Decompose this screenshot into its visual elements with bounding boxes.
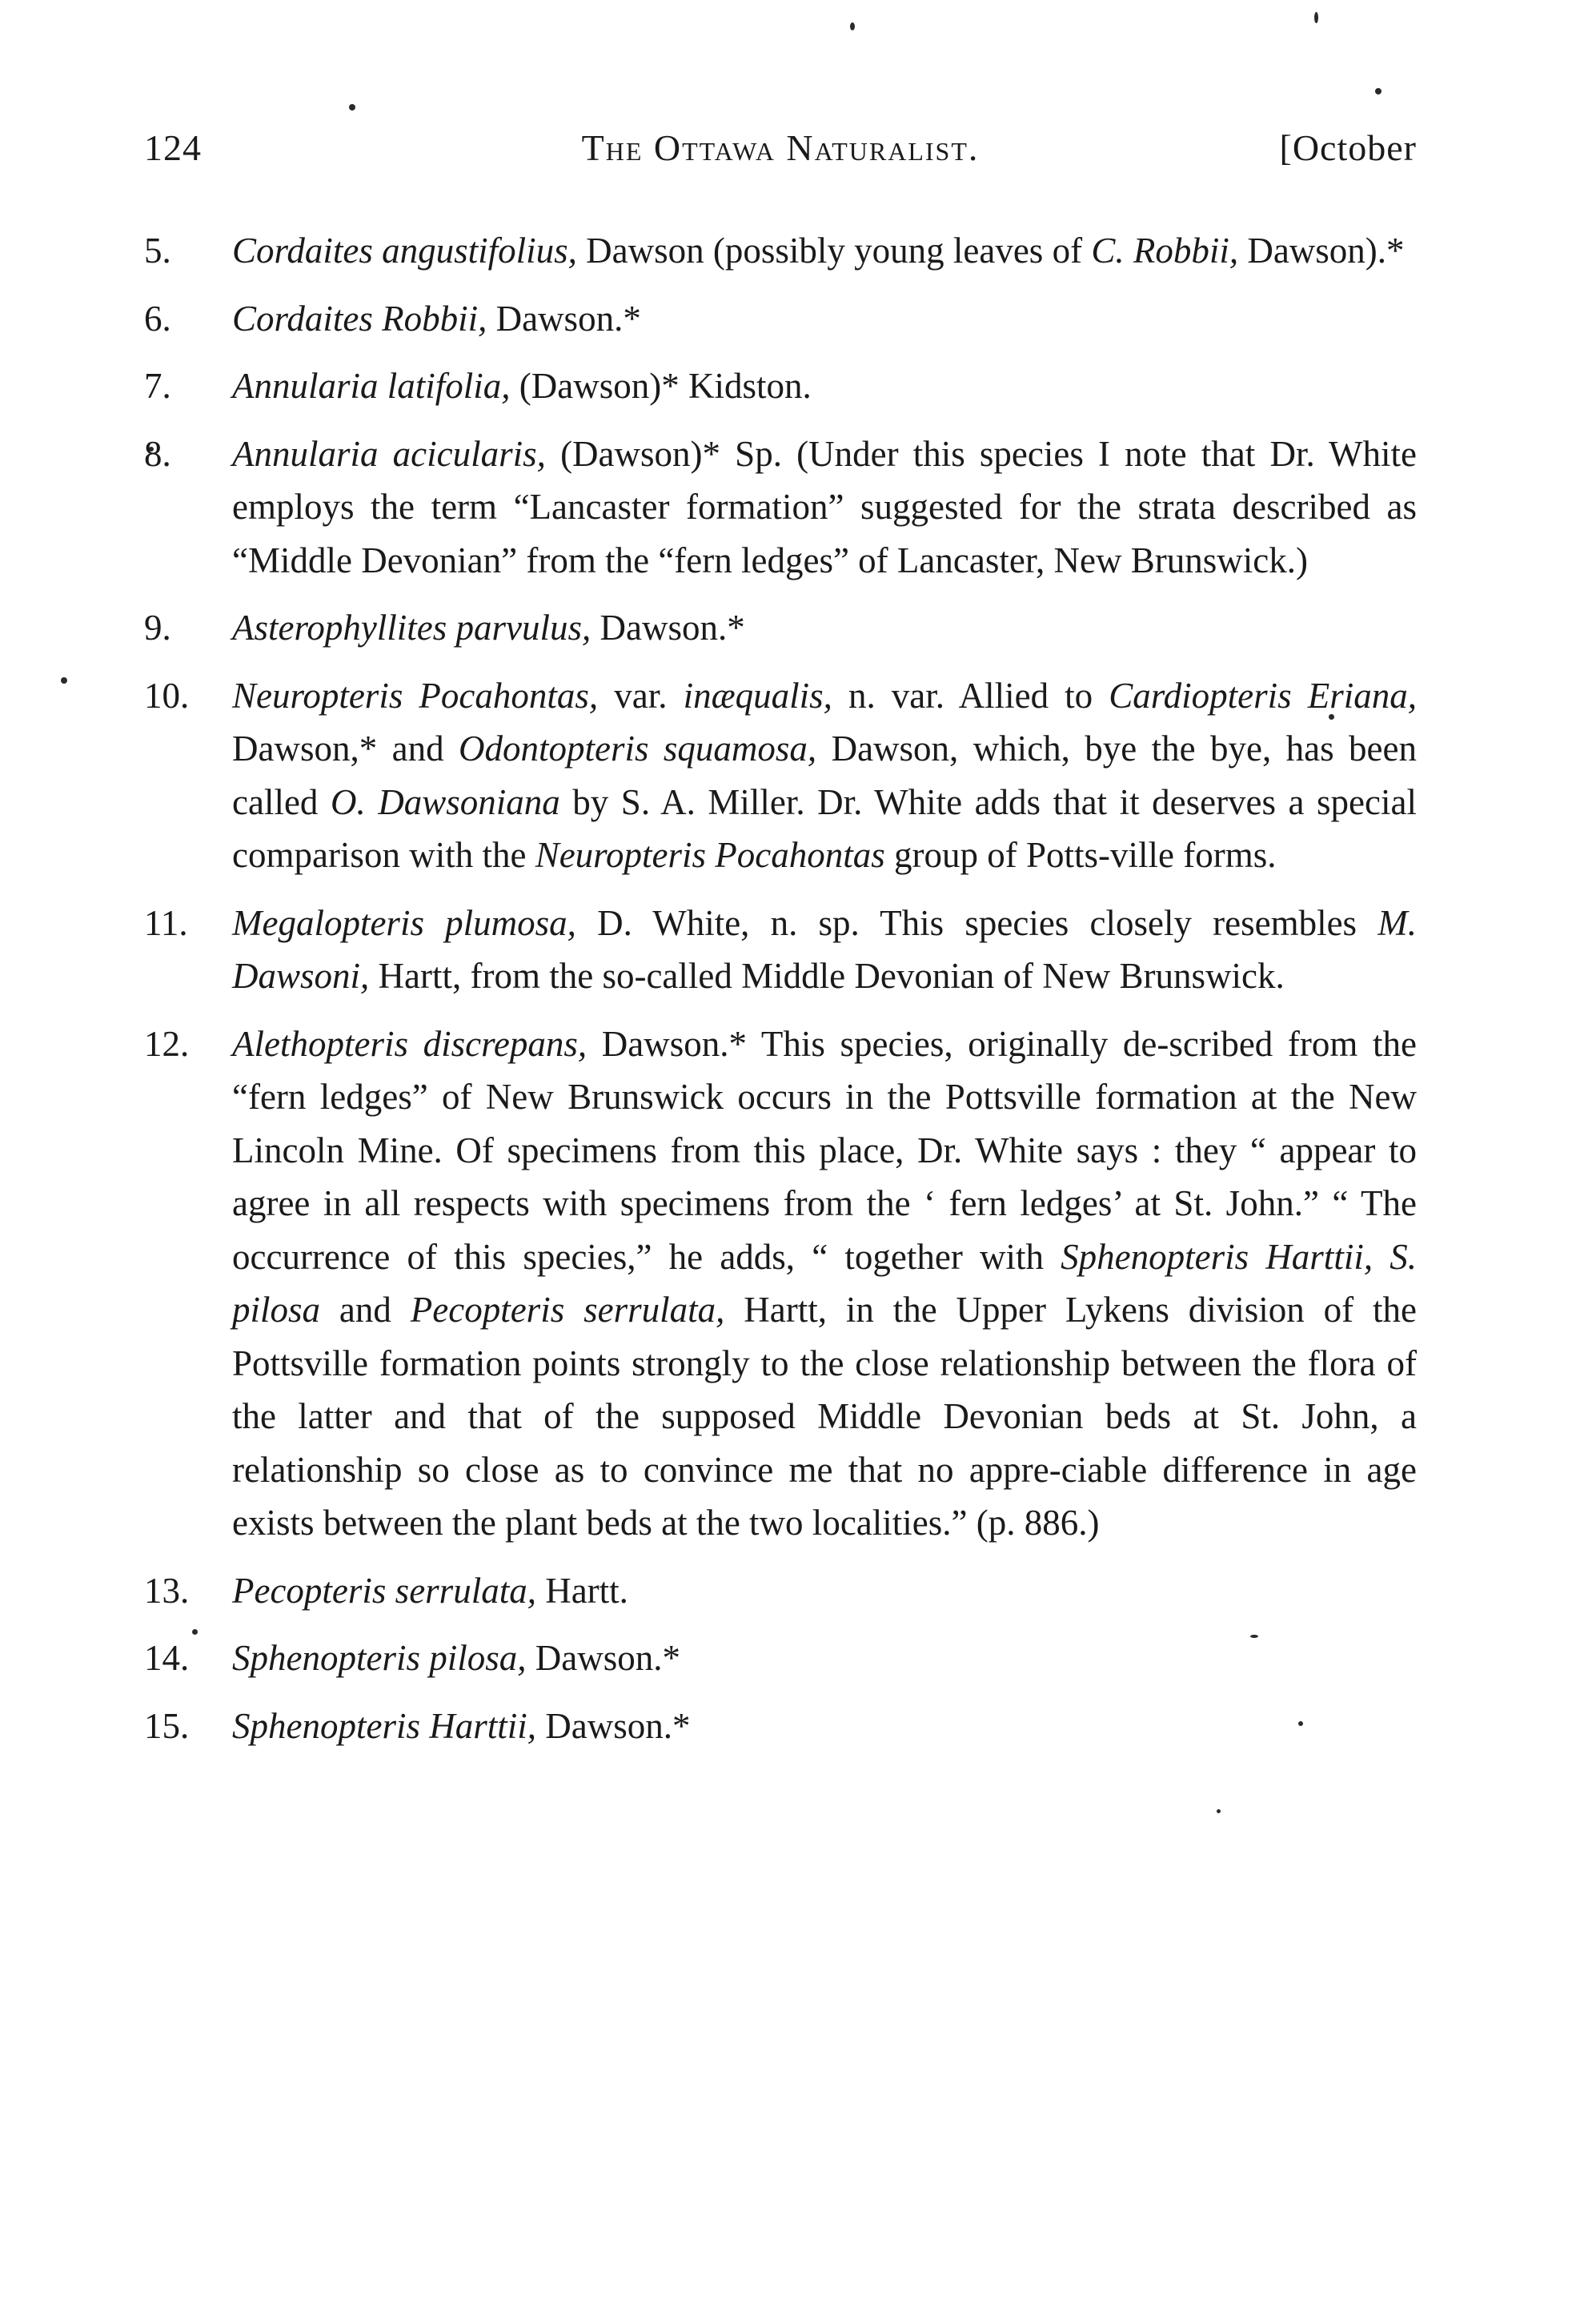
list-item <box>144 292 1417 346</box>
page-number: 124 <box>144 127 202 168</box>
item-text <box>232 427 1417 588</box>
item-number: 10. <box>144 675 190 716</box>
item-number: 7. <box>144 366 171 406</box>
species-name: Alethopteris discrepans, <box>232 1023 587 1064</box>
item-text <box>232 669 1417 882</box>
description-text: Dawson.* <box>526 1638 680 1678</box>
description-text: Dawson, which, bye the bye, has been called <box>232 729 1417 822</box>
journal-title: The Ottawa Naturalist. <box>581 127 980 168</box>
species-name: Annularia acicularis, <box>232 433 546 474</box>
item-number: 5. <box>144 231 171 271</box>
item-number: 6. <box>144 298 171 339</box>
list-item <box>144 1632 1417 1685</box>
scan-speck <box>61 677 67 684</box>
list-item <box>144 669 1417 882</box>
description-text: Dawson.* This species, originally de-scribed from the “fern ledges” of New Brunswick occurs in the Pottsville formation at the New Lincoln Mine. Of specimens from this place, Dr. White says : they “ appear to agree in all respects with specimens from the ‘ fern ledges’ at St. John.” “ The occurrence of this species,” he adds, “ together with <box>232 1023 1417 1277</box>
description-text: Dawson,* and <box>232 729 459 769</box>
list-item <box>144 897 1417 1003</box>
species-name: O. Dawsoniana <box>330 781 560 822</box>
description-text: (Dawson)* Sp. (Under this species I note that Dr. White employs the term “Lancaster formation” suggested for the strata described as “Middle Devonian” from the “fern ledges” of Lancaster, New Brunswick.) <box>232 433 1417 580</box>
species-name: Sphenopteris pilosa, <box>232 1638 527 1678</box>
description-text: D. White, n. sp. This species closely resembles <box>575 902 1378 943</box>
item-text <box>232 897 1417 1003</box>
description-text: n. var. Allied to <box>832 675 1109 716</box>
species-name: inæqualis, <box>683 675 832 716</box>
species-name: Neuropteris Pocahontas <box>535 835 885 875</box>
species-name: Neuropteris Pocahontas, <box>232 675 599 716</box>
description-text: group of Potts-ville forms. <box>884 835 1277 875</box>
list-item <box>144 359 1417 413</box>
species-name: Cordaites Robbii, <box>232 298 487 339</box>
scan-speck <box>1314 12 1318 23</box>
item-text <box>232 224 1417 278</box>
item-text <box>232 1700 1417 1753</box>
item-number: 9. <box>144 608 171 648</box>
description-text: Hartt, from the so-called Middle Devonian of New Brunswick. <box>369 956 1285 996</box>
description-text: var. <box>598 675 684 716</box>
scan-speck <box>1375 88 1381 94</box>
running-header <box>144 126 1417 175</box>
list-item <box>144 224 1417 278</box>
scan-speck <box>850 22 855 30</box>
item-number: 14. <box>144 1638 190 1678</box>
species-name: Odontopteris squamosa, <box>459 729 817 769</box>
description-text: by S. A. Miller. Dr. White adds that it deserves a special comparison with the <box>232 781 1417 875</box>
list-item <box>144 1564 1417 1618</box>
description-text: (Dawson)* Kidston. <box>510 366 812 406</box>
species-name: Pecopteris serrulata, <box>410 1290 725 1330</box>
species-name: Pecopteris serrulata, <box>232 1570 536 1611</box>
list-item <box>144 1700 1417 1753</box>
item-number: 12. <box>144 1023 190 1064</box>
description-text: Dawson.* <box>536 1705 691 1746</box>
species-name: Sphenopteris Harttii, <box>232 1705 536 1746</box>
list-item <box>144 427 1417 588</box>
description-text: Dawson).* <box>1238 231 1405 271</box>
item-text <box>232 292 1417 346</box>
description-text: Hartt, in the Upper Lykens division of the Pottsville formation points strongly to the close relationship between the flora of the latter and that of the supposed Middle Devonian beds at St. John, a relationship so close as to convince me that no appre-ciable difference in age exists between the plant beds at the two localities.” (p. 886.) <box>232 1290 1417 1543</box>
species-name: Sphenopteris Harttii, S. pilosa <box>232 1236 1417 1330</box>
species-name: Megalopteris plumosa, <box>232 902 576 943</box>
list-item <box>144 601 1417 655</box>
item-number: 11. <box>144 902 188 943</box>
item-number: 8. <box>144 433 171 474</box>
item-number: 13. <box>144 1570 190 1611</box>
list-item <box>144 1018 1417 1550</box>
species-name: Cardiopteris Eriana, <box>1109 675 1417 716</box>
species-name: M. Dawsoni, <box>232 902 1417 996</box>
description-text: Hartt. <box>535 1570 628 1611</box>
species-name: Annularia latifolia, <box>232 366 511 406</box>
species-name: Asterophyllites parvulus, <box>232 608 591 648</box>
item-text <box>232 1018 1417 1550</box>
item-text <box>232 1564 1417 1618</box>
item-number: 15. <box>144 1705 190 1746</box>
description-text: Dawson (possibly young leaves of <box>576 231 1092 271</box>
description-text: Dawson.* <box>487 298 641 339</box>
species-name: C. Robbii, <box>1091 231 1239 271</box>
item-text <box>232 359 1417 413</box>
description-text: and <box>320 1290 411 1330</box>
item-text <box>232 601 1417 655</box>
scan-speck <box>1217 1809 1221 1813</box>
issue-month: [October <box>1279 127 1417 168</box>
scan-speck <box>349 104 355 110</box>
description-text: Dawson.* <box>591 608 745 648</box>
item-text <box>232 1632 1417 1685</box>
species-name: Cordaites angustifolius, <box>232 231 577 271</box>
species-list <box>144 224 1417 1767</box>
